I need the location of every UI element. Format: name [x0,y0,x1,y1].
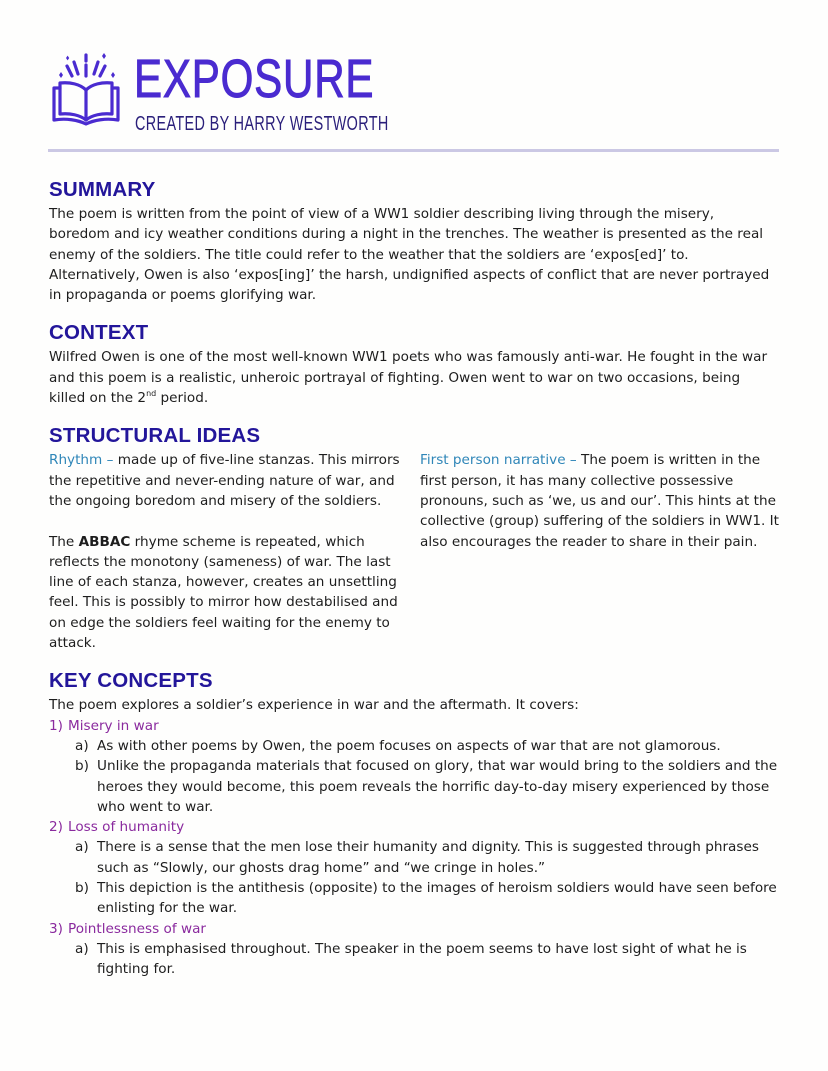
concept-point [49,736,779,756]
rhythm-text: made up of five-line stanzas. This mirrors the repetitive and never-ending nature of war, and the ongoing boredom and misery of the soldiers. [49,452,400,509]
structural-ideas-section [49,422,779,653]
key-concepts-heading: KEY CONCEPTS [49,669,213,693]
point-text: This is emphasised throughout. The speaker in the poem seems to have lost sight of what he is fighting for. [97,940,747,978]
context-heading: CONTEXT [49,321,149,345]
point-text: There is a sense that the men lose their humanity and dignity. This is suggested through phrases such as “Slowly, our ghosts drag home” and “we cringe in holes.” [97,839,759,876]
narrative-paragraph [420,450,779,551]
document-body [49,176,779,994]
point-letter: a) [75,737,89,754]
point-letter: a) [75,839,89,856]
document-title: EXPOSURE [134,49,375,109]
narrative-text: The poem is written in the first person, it has many collective possessive pronouns, such as ‘we, us and our’. This hints at the collective (group) suffering of the soldiers in WW1. It also encourages the reader to share in their pain. [420,452,779,550]
narrative-lead: First person narrative – [420,452,577,469]
point-text: This depiction is the antithesis (opposite) to the images of heroism soldiers would have seen before enlisting for the war. [97,880,777,917]
structural-right-column [420,450,779,653]
rhyme-scheme-paragraph [49,532,406,654]
context-section [49,319,779,408]
rhyme-scheme-bold: ABBAC [78,533,131,550]
context-text-main: Wilfred Owen is one of the most well-known WW1 poets who was famously anti-war. He fought in the war and this poem is a realistic, unheroic portrayal of fighting. Owen went to war on two occasions, being killed on the 2 [49,349,768,407]
context-text-end: period. [156,390,209,407]
document-author: CREATED BY HARRY WESTWORTH [135,113,389,135]
concept-point [49,878,779,919]
ordinal-suffix: nd [146,389,157,399]
key-concepts-intro: The poem explores a soldier’s experience in war and the aftermath. It covers: [49,697,579,714]
point-letter: b) [75,880,89,897]
rhyme-text-end: rhyme scheme is repeated, which reflects the monotony (sameness) of war. The last line of each stanza, however, creates an unsettling feel. This is possibly to mirror how destabilised and on edge the soldiers feel waiting for the enemy to attack. [49,533,398,652]
rhythm-lead: Rhythm – [49,452,114,469]
point-text: As with other poems by Owen, the poem focuses on aspects of war that are not glamorous. [97,737,721,754]
concept-heading [49,919,779,939]
concept-point [49,756,779,817]
concept-title: Pointlessness of war [68,920,206,937]
concept-point [49,939,779,980]
concept-point [49,837,779,878]
concept-number: 3) [49,920,63,937]
point-letter: a) [75,940,89,957]
concept-title: Misery in war [68,717,159,734]
structural-columns [49,450,779,653]
key-concepts-section [49,667,779,979]
point-letter: b) [75,758,89,775]
summary-heading: SUMMARY [49,178,156,201]
rhythm-paragraph [49,450,406,511]
concept-number: 2) [49,819,63,836]
structural-ideas-heading: STRUCTURAL IDEAS [49,424,261,448]
summary-section [49,176,779,305]
page-header [48,48,788,138]
point-text: Unlike the propaganda materials that focused on glory, that war would bring to the soldiers and the heroes they would become, this poem reveals the horrific day-to-day misery experienced by those who went to war. [97,758,778,815]
context-text [49,347,779,408]
concept-title: Loss of humanity [68,819,185,836]
summary-text: The poem is written from the point of view of a WW1 soldier describing living through the misery, boredom and icy weather conditions during a night in the trenches. The weather is presented as the real enemy of the soldiers. The title could refer to the weather that the soldiers are ‘expos[ed]’ to. Alternatively, Owen is also ‘expos[ing]’ the harsh, undignified aspects of conflict that are never portrayed in propaganda or poems glorifying war. [49,206,770,304]
header-divider [48,149,779,152]
rhyme-text-start: The [49,533,79,550]
structural-left-column [49,450,406,653]
concept-heading [49,817,779,837]
concept-heading [49,716,779,736]
concept-number: 1) [49,717,63,734]
open-book-icon [50,52,122,126]
